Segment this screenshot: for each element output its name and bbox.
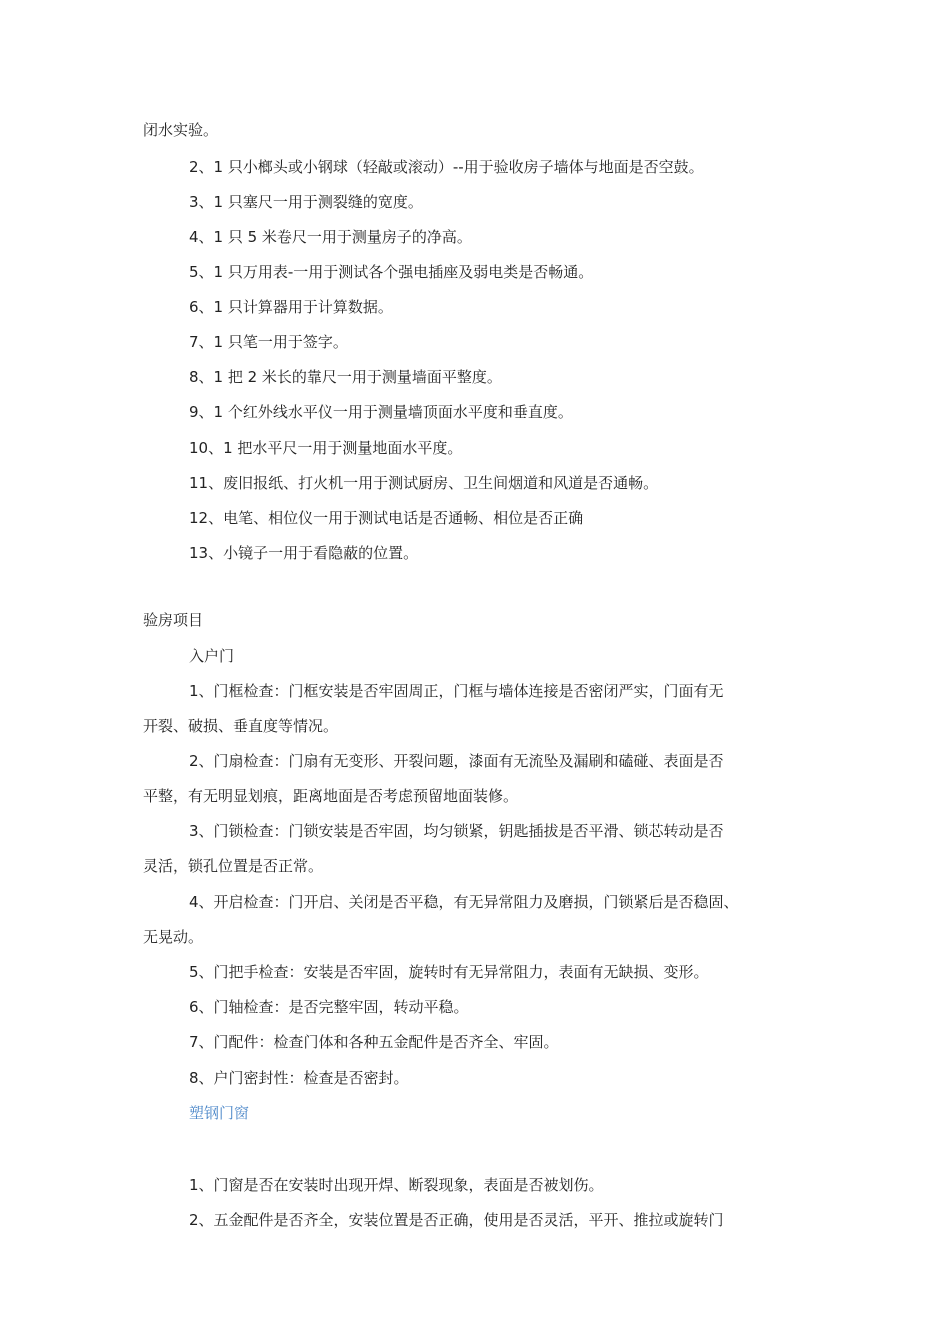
entry-door-item-4-line-1: 4、开启检查：门开启、关闭是否平稳，有无异常阻力及磨损，门锁紧后是否稳固、 [189,893,739,911]
tool-item: 6、1 只计算器用于计算数据。 [189,298,393,316]
tool-item: 3、1 只塞尺一用于测裂缝的宽度。 [189,193,423,211]
tool-item: 4、1 只 5 米卷尺一用于测量房子的净高。 [189,228,472,246]
intro-tail-text: 闭水实验。 [143,121,219,139]
entry-door-item-3-line-1: 3、门锁检查：门锁安装是否牢固，均匀锁紧，钥匙插拔是否平滑、锁芯转动是否 [189,822,724,840]
tool-item: 13、小镜子一用于看隐蔽的位置。 [189,544,419,562]
entry-door-item-4-line-2: 无晃动。 [143,928,204,946]
tool-item: 8、1 把 2 米长的靠尺一用于测量墙面平整度。 [189,368,502,386]
entry-door-item-1-line-1: 1、门框检查：门框安装是否牢固周正，门框与墙体连接是否密闭严实，门面有无 [189,682,724,700]
tool-item: 5、1 只万用表-一用于测试各个强电插座及弱电类是否畅通。 [189,263,594,281]
plastic-window-item-2-line-1: 2、五金配件是否齐全，安装位置是否正确，使用是否灵活，平开、推拉或旋转门 [189,1211,724,1229]
entry-door-item-7: 7、门配件：检查门体和各种五金配件是否齐全、牢固。 [189,1033,559,1051]
plastic-window-item-1: 1、门窗是否在安装时出现开焊、断裂现象，表面是否被划伤。 [189,1176,604,1194]
entry-door-item-5: 5、门把手检查：安装是否牢固，旋转时有无异常阻力，表面有无缺损、变形。 [189,963,709,981]
entry-door-item-2-line-2: 平整，有无明显划痕，距离地面是否考虑预留地面装修。 [143,787,519,805]
tool-item: 9、1 个红外线水平仪一用于测量墙顶面水平度和垂直度。 [189,403,573,421]
tool-item: 10、1 把水平尺一用于测量地面水平度。 [189,439,463,457]
entry-door-item-1-line-2: 开裂、破损、垂直度等情况。 [143,717,339,735]
tool-item: 7、1 只笔一用于签字。 [189,333,348,351]
entry-door-item-8: 8、户门密封性：检查是否密封。 [189,1069,409,1087]
tool-item: 12、电笔、相位仪一用于测试电话是否通畅、相位是否正确 [189,509,584,527]
subsection-title-entry-door: 入户门 [189,647,235,665]
entry-door-item-3-line-2: 灵活，锁孔位置是否正常。 [143,857,324,875]
section-title: 验房项目 [143,611,204,629]
subsection-title-plastic-window[interactable]: 塑钢门窗 [189,1104,250,1122]
entry-door-item-6: 6、门轴检查：是否完整牢固，转动平稳。 [189,998,469,1016]
entry-door-item-2-line-1: 2、门扇检查：门扇有无变形、开裂问题，漆面有无流坠及漏刷和磕碰、表面是否 [189,752,724,770]
tool-item: 11、废旧报纸、打火机一用于测试厨房、卫生间烟道和风道是否通畅。 [189,474,659,492]
tool-item: 2、1 只小榔头或小钢球（轻敲或滚动）--用于验收房子墙体与地面是否空鼓。 [189,158,704,176]
